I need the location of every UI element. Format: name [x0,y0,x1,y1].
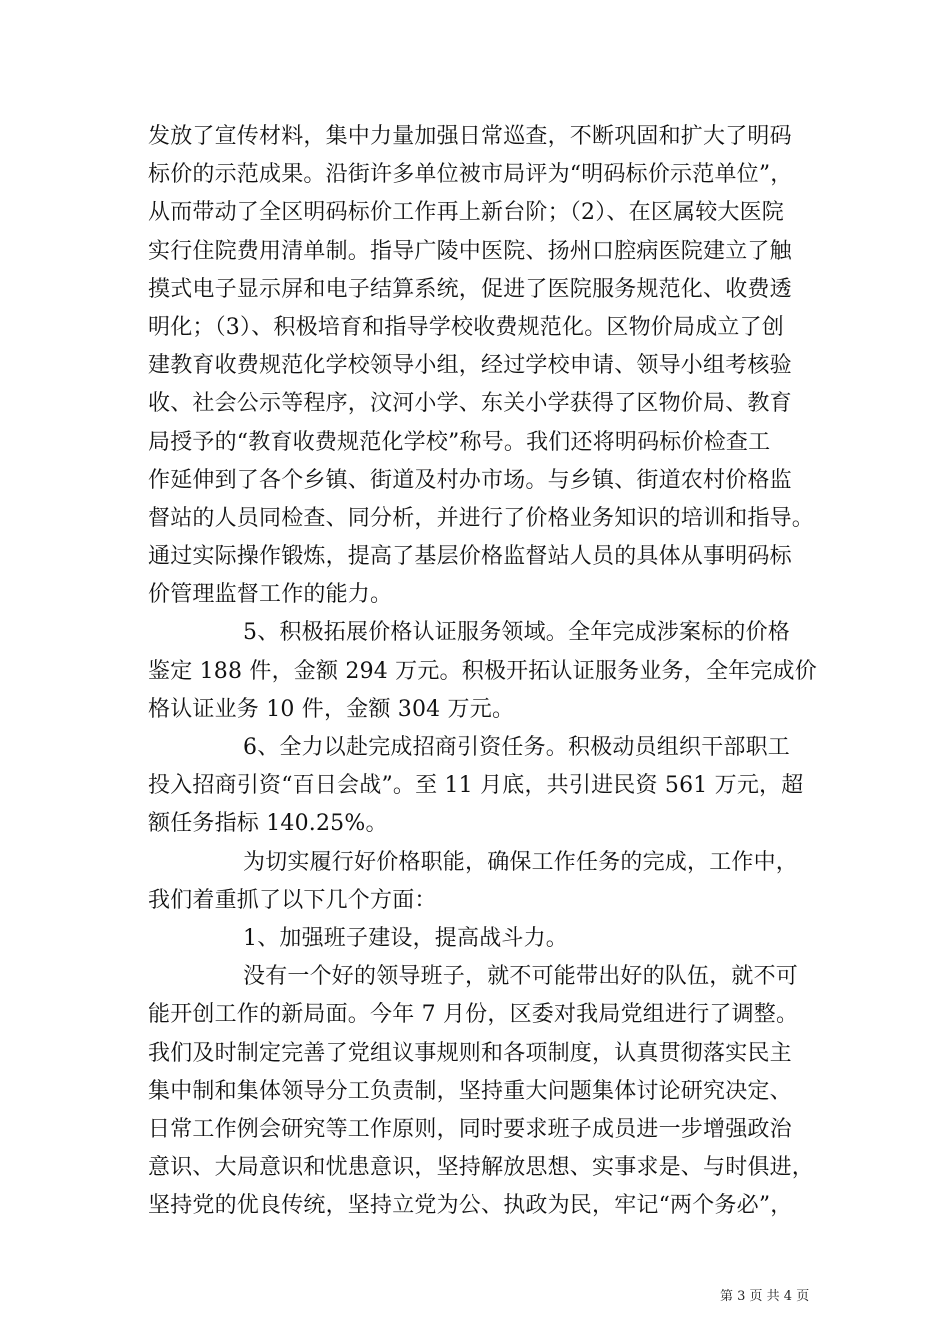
text-line: 我们及时制定完善了党组议事规则和各项制度，认真贯彻落实民主 [148,1040,792,1066]
text-line: 建教育收费规范化学校领导小组，经过学校申请、领导小组考核验 [148,353,792,379]
body-text [148,118,838,1225]
text-line: 集中制和集体领导分工负责制，坚持重大问题集体讨论研究决定、 [148,1078,792,1104]
text-line: 鉴定 188 件，金额 294 万元。积极开拓认证服务业务，全年完成价 [148,658,817,684]
text-line: 日常工作例会研究等工作原则，同时要求班子成员进一步增强政治 [148,1116,792,1142]
text-line: 价管理监督工作的能力。 [148,582,393,608]
text-line: 作延伸到了各个乡镇、街道及村办市场。与乡镇、街道农村价格监 [148,467,792,493]
page-number-footer: 第 3 页 共 4 页 [720,1289,810,1304]
paragraph-start-line: 5、积极拓展价格认证服务领域。全年完成涉案标的价格 [243,620,790,646]
paragraph-start-line: 为切实履行好价格职能，确保工作任务的完成，工作中， [243,849,799,875]
text-line: 收、社会公示等程序，汶河小学、东关小学获得了区物价局、教育 [148,391,792,417]
paragraph-start-line: 没有一个好的领导班子，就不可能带出好的队伍，就不可 [243,964,799,990]
text-line: 实行住院费用清单制。指导广陵中医院、扬州口腔病医院建立了触 [148,238,792,264]
text-line: 发放了宣传材料，集中力量加强日常巡查，不断巩固和扩大了明码 [148,124,792,149]
text-line: 督站的人员同检查、同分析，并进行了价格业务知识的培训和指导。 [148,505,815,531]
text-line: 明化；（3）、积极培育和指导学校收费规范化。区物价局成立了创 [148,314,784,340]
text-line: 从而带动了全区明码标价工作再上新台阶；（2）、在区属较大医院 [148,200,784,226]
text-line: 摸式电子显示屏和电子结算系统，促进了医院服务规范化、收费透 [148,276,792,302]
paragraph-start-line: 6、全力以赴完成招商引资任务。积极动员组织干部职工 [243,735,790,760]
text-line: 投入招商引资“百日会战”。至 11 月底，共引进民资 561 万元，超 [148,773,804,799]
text-line: 意识、大局意识和忧患意识，坚持解放思想、实事求是、与时俱进， [148,1155,815,1181]
text-line: 标价的示范成果。沿街许多单位被市局评为“明码标价示范单位”， [148,162,793,188]
text-line: 格认证业务 10 件，金额 304 万元。 [148,696,515,722]
text-line: 额任务指标 140.25%。 [148,811,388,837]
text-line: 坚持党的优良传统，坚持立党为公、执政为民，牢记“两个务必”， [148,1193,793,1219]
section-heading: 1、加强班子建设，提高战斗力。 [243,925,568,951]
text-line: 通过实际操作锻炼，提高了基层价格监督站人员的具体从事明码标 [148,544,792,570]
text-line: 能开创工作的新局面。今年 7 月份，区委对我局党组进行了调整。 [148,1002,799,1028]
text-line: 我们着重抓了以下几个方面： [148,887,437,913]
text-line: 局授予的“教育收费规范化学校”称号。我们还将明码标价检查工 [148,429,771,455]
